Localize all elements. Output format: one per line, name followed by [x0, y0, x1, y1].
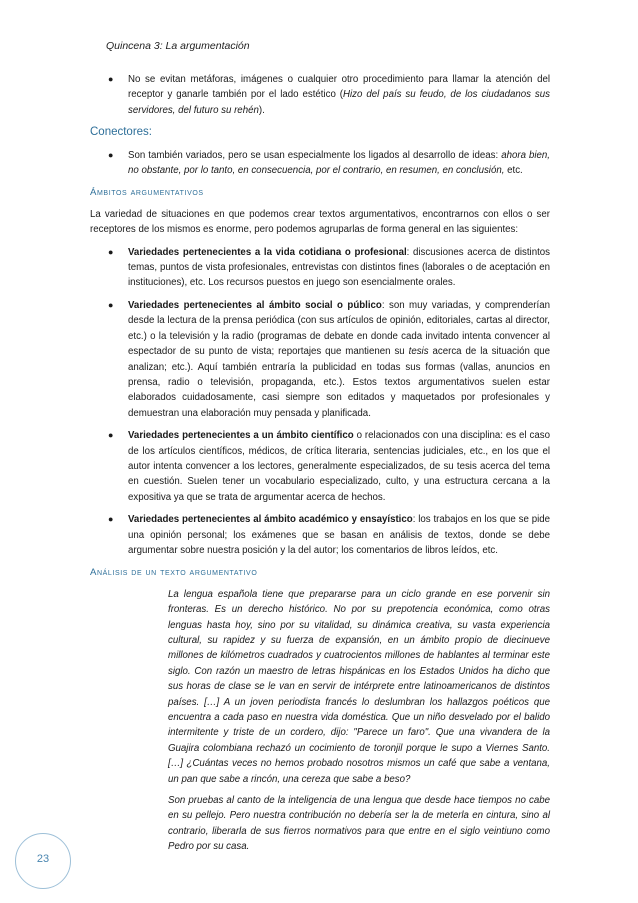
list-item	[90, 72, 550, 118]
item-bold-label: Variedades pertenecientes al ámbito social o público	[128, 299, 382, 311]
item-text: : discusiones acerca de distintos temas, puntos de vista profesionales, entrevistas con distintos fines (laborales o de aceptación en instituciones), etc. Los recursos puestos en juego son esencialmente orales.	[128, 246, 551, 289]
section-heading-analisis: Análisis de un texto argumentativo	[90, 567, 258, 579]
page-header-title: Quincena 3: La argumentación	[106, 40, 250, 52]
bullet-icon: ●	[108, 74, 114, 84]
item-text: : los trabajos en los que se pide una opinión personal; los exámenes que se basan en análisis de textos, donde se debe argumentar sobre nuestra posición y la del autor; los comentarios de libros leídos, etc.	[128, 514, 551, 556]
connector-examples: ahora bien, no obstante, por lo tanto, en consecuencia, por el contrario, en resumen, en conclusión,	[128, 149, 550, 177]
bullet-icon: ●	[108, 299, 114, 310]
bullet-text: No se evitan metáforas, imágenes o cualquier otro procedimiento para llamar la atención del receptor y ganarle también por el lado estético (	[128, 74, 550, 101]
list-item	[90, 512, 550, 558]
page-number-circle	[15, 833, 71, 889]
bullet-text: Son también variados, pero se usan especialmente los ligados al desarrollo de ideas:	[128, 149, 502, 161]
bullet-icon: ●	[108, 246, 114, 257]
bullet-text-end: ).	[258, 104, 265, 116]
item-bold-label: Variedades pertenecientes a la vida cotidiana o profesional	[128, 246, 407, 258]
quote-paragraph-1: La lengua española tiene que prepararse para un ciclo grande en ese porvenir sin fronteras. Es un derecho histórico. No por su prepotencia económica, como otras lenguas hasta hoy, sino por su vitalidad, su dinámica creativa, su vasta experiencia cultural, su rapidez y su fuerza de expansión, en un ámbito propio de diecinueve millones de kilómetros cuadrados y cuatrocientos millones de hablantes al terminar este siglo. Con razón un maestro de letras hispánicas en los Estados Unidos ha dicho que sus horas de clase se le van en servir de intérprete entre latinoamericanos de distintos países. […] A un joven periodista francés lo deslumbran los hallazgos poéticos que encuentra a cada paso en nuestra vida doméstica. Que un niño desvelado por el balido intermitente y triste de un cordero, dijo: "Parece un faro". Que una vivandera de la Guajira colombiana rechazó un cocimiento de toronjil porque le supo a Viernes Santo. […] ¿Cuántas veces no hemos probado nosotros mismos un café que sabe a ventana, un pan que sabe a rincón, una cereza que sabe a beso?	[168, 588, 550, 785]
page-content	[90, 72, 550, 861]
item-text-cont: acerca de la situación que analizan; etc.). Aquí también entraría la publicidad en todas sus formas (vallas, anuncios en prensa, radio o televisión, propaganda, etc.). Estos textos argumentativos suelen estar elaborados cuidadosamente, casi siempre son editados y maquetados por profesionales y demuestran una elaboración muy pensada y planificada.	[128, 346, 551, 419]
bullet-icon: ●	[108, 149, 114, 160]
list-item	[90, 428, 550, 505]
item-italic-term: tesis	[408, 346, 429, 358]
bullet-example: Hizo del país su feudo, de los ciudadanos sus servidores, del futuro su rehén	[128, 89, 550, 116]
list-item	[90, 148, 550, 179]
list-item	[90, 298, 550, 421]
bullet-icon: ●	[108, 514, 114, 525]
bullet-text-end: etc.	[504, 165, 523, 177]
paragraph-intro: La variedad de situaciones en que podemos crear textos argumentativos, encontrarnos con ellos o ser receptores de los mismos es enorme, pero podemos agruparlas de forma general en las siguientes:	[90, 208, 550, 236]
page-number: 23	[36, 853, 50, 865]
item-text: : son muy variadas, y comprenderían desde la lectura de la prensa periódica (con sus artículos de opinión, editoriales, cartas al director, etc.) o la televisión y la radio (programas de debate en donde cada invitado intenta convencer al espectador de su punto de vista; reportajes que mantienen su	[128, 299, 550, 358]
section-heading-conectores: Conectores:	[90, 126, 153, 139]
item-text: o relacionados con una disciplina: es el caso de los artículos científicos, médicos, de crítica literaria, sentencias judiciales, etc., en los que el autor intenta convencer a los lectores, generalmente especializados, de su tesis acerca del tema en cuestión. Suelen tener un vocabulario especializado, culto, y una estructura cercana a la expositiva ya que se trata de argumentar acerca de hechos.	[128, 430, 550, 503]
quote-paragraph-2: Son pruebas al canto de la inteligencia de una lengua que desde hace tiempos no cabe en su pellejo. Pero nuestra contribución no debería ser la de meterla en cintura, sino al contrario, liberarla de sus fierros normativos para que entre en el siglo veintiuno como Pedro por su casa.	[168, 795, 550, 853]
item-bold-label: Variedades pertenecientes a un ámbito científico	[128, 430, 354, 442]
section-heading-ambitos: Ámbitos argumentativos	[90, 187, 204, 199]
list-item	[90, 245, 550, 291]
item-bold-label: Variedades pertenecientes al ámbito académico y ensayístico	[128, 514, 413, 526]
bullet-icon: ●	[108, 430, 114, 441]
